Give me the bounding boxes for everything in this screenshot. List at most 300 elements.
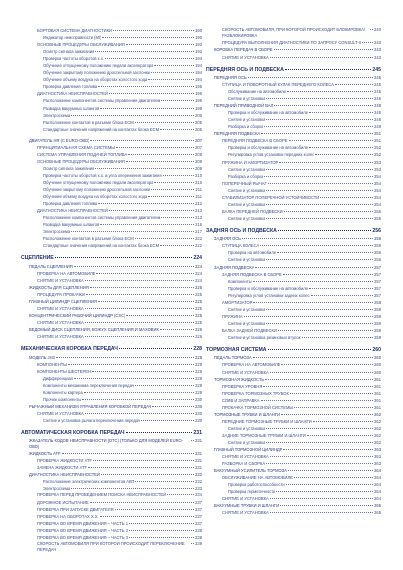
- toc-page-number: 230: [195, 411, 202, 417]
- toc-entry: [21, 193, 202, 200]
- toc-entry: [21, 263, 202, 270]
- toc-page-number: 229: [195, 375, 202, 381]
- toc-entry-title: ГЛАВНЫЙ ЦИЛИНДР СЦЕПЛЕНИЯ: [29, 299, 97, 305]
- toc-page-number: 194: [195, 70, 202, 76]
- toc-leader-dots: [92, 371, 194, 372]
- toc-entry: [206, 151, 381, 158]
- toc-page-number: 255: [374, 208, 381, 214]
- toc-page-number: 261: [374, 404, 381, 410]
- toc-leader-dots: [154, 182, 194, 183]
- toc-entry-title: Разборка и сборка: [228, 173, 264, 179]
- toc-entry-title: Разборка и сборка: [228, 124, 264, 130]
- toc-leader-dots: [113, 30, 194, 31]
- toc-entry-title: КОМПОНЕНТЫ: [37, 361, 67, 367]
- toc-page-number: 224: [195, 277, 202, 283]
- toc-page-number: 225: [195, 313, 202, 319]
- toc-entry: [21, 389, 202, 396]
- toc-entry-title: Компоненты механизма переключения передач: [43, 382, 134, 388]
- toc-entry-title: СНЯТИЕ И УСТАНОВКА: [222, 369, 269, 375]
- toc-entry: [21, 354, 202, 361]
- toc-entry: [21, 48, 202, 55]
- toc-leader-dots: [82, 399, 194, 400]
- toc-page-number: 261: [374, 397, 381, 403]
- toc-leader-dots: [270, 456, 373, 457]
- toc-entry-title: ПРОВЕРКА УРОВНЯ: [222, 383, 263, 389]
- toc-entry: [206, 235, 381, 242]
- toc-entry: [21, 69, 202, 76]
- toc-page-number: 234: [195, 492, 202, 498]
- toc-leader-dots: [90, 140, 194, 141]
- toc-leader-dots: [85, 280, 194, 281]
- toc-page-number: 243: [374, 54, 381, 60]
- toc-leader-dots: [253, 302, 373, 303]
- toc-leader-dots: [141, 420, 194, 421]
- toc-entry-title: ТОРМОЗНЫЕ ТРУБКИ И ШЛАНГИ: [214, 411, 280, 417]
- toc-page-number: 207: [195, 137, 202, 143]
- toc-entry: [21, 270, 202, 277]
- toc-leader-dots: [109, 93, 194, 94]
- toc-entry-title: Обучение отпущенному положению педали акселератора: [43, 179, 154, 185]
- toc-page-number: 262: [374, 418, 381, 424]
- toc-entry: [21, 457, 202, 464]
- toc-entry: [206, 299, 381, 306]
- toc-leader-dots: [135, 481, 194, 482]
- toc-entry-title: ДИАГНОСТИКА НЕИСПРАВНОСТЕЙ: [29, 472, 100, 478]
- toc-leader-dots: [362, 42, 373, 43]
- toc-entry-title: СКОРОСТЬ АВТОМОБИЛЯ, ПРИ КОТОРОЙ ПРОИСХОДИТ БЛОКИРОВКА/ РАЗБЛОКИРОВКА: [222, 27, 366, 39]
- toc-entry: [21, 41, 202, 48]
- toc-entry: [21, 158, 202, 165]
- toc-entry: [21, 319, 202, 326]
- toc-leader-dots: [260, 245, 373, 246]
- toc-column-left: [21, 27, 202, 553]
- toc-entry: [206, 432, 381, 439]
- toc-entry: [21, 534, 202, 541]
- toc-page-number: 262: [374, 439, 381, 445]
- toc-entry: [21, 305, 202, 312]
- toc-entry-title: ЗАДНЯЯ ПОДВЕСКА: [214, 264, 255, 270]
- toc-entry-title: Электросхема: [43, 112, 71, 118]
- toc-leader-dots: [268, 183, 373, 184]
- toc-leader-dots: [290, 393, 373, 394]
- toc-entry: [206, 271, 381, 278]
- toc-page-number: 231: [195, 437, 202, 443]
- toc-entry: [206, 390, 381, 397]
- toc-entry: [21, 291, 202, 298]
- toc-entry: [21, 62, 202, 69]
- toc-page-number: 256: [374, 257, 381, 263]
- toc-entry-title: Разводка вакуумных шлангов: [43, 222, 100, 228]
- toc-entry-title: Обслуживание на автомобиле: [228, 89, 286, 95]
- toc-entry: [206, 495, 381, 502]
- toc-entry-title: Снятие и установка: [228, 439, 266, 445]
- toc-page-number: 263: [374, 461, 381, 467]
- toc-leader-dots: [95, 168, 194, 169]
- toc-page-number: 260: [374, 369, 381, 375]
- toc-page-number: 260: [374, 362, 381, 368]
- toc-entry: [21, 27, 202, 34]
- toc-entry: [206, 54, 381, 61]
- toc-page-number: 237: [195, 513, 202, 519]
- toc-page-number: 260: [374, 355, 381, 361]
- toc-page-number: 228: [195, 354, 202, 360]
- toc-leader-dots: [266, 428, 373, 429]
- toc-entry: [21, 471, 202, 478]
- toc-leader-dots: [248, 77, 373, 78]
- toc-leader-dots: [266, 259, 373, 260]
- toc-page-number: 256: [374, 243, 381, 249]
- toc-page-number: 263: [374, 454, 381, 460]
- toc-entry: [206, 173, 381, 180]
- toc-leader-dots: [126, 315, 194, 316]
- toc-entry-title: Снятие и установка: [228, 306, 266, 312]
- toc-leader-dots: [276, 491, 373, 492]
- toc-entry-title: Стандартные значения напряжений на контактах блока ECM: [43, 126, 160, 132]
- toc-entry: [206, 334, 381, 341]
- toc-page-number: 211: [195, 194, 202, 200]
- toc-entry: [21, 438, 202, 450]
- toc-page-number: 209: [195, 165, 202, 171]
- toc-entry-title: БАЛКА ПЕРЕДНЕЙ ПОДВЕСКИ: [222, 208, 283, 214]
- toc-entry-title: СКОРОСТЬ АВТОМОБИЛЯ ПРИ КОТОРОЙ ПРОИСХОДИТ ПЕРЕКЛЮЧЕНИЕ ПЕРЕДАЧ: [37, 540, 185, 552]
- toc-page-number: 228: [193, 346, 202, 353]
- toc-entry: [206, 467, 381, 474]
- toc-entry-title: Проверка давления топлива: [43, 84, 98, 90]
- toc-leader-dots: [116, 147, 194, 148]
- toc-entry-title: ПРОВЕРКА ПРИ ЗАПУСКЕ ДВИГАТЕЛЯ: [37, 506, 114, 512]
- toc-entry-title: СНЯТИЕ И УСТАНОВКА: [37, 306, 84, 312]
- toc-leader-dots: [265, 379, 373, 380]
- toc-entry: [206, 264, 381, 271]
- toc-page-number: 253: [374, 159, 381, 165]
- toc-page-number: 190: [195, 35, 202, 41]
- toc-page-number: 240: [374, 40, 381, 46]
- toc-entry-title: Снятие и установка рычага переключения передач: [43, 418, 141, 424]
- toc-leader-dots: [285, 69, 372, 70]
- toc-page-number: 254: [374, 201, 381, 207]
- toc-leader-dots: [370, 29, 373, 30]
- toc-entry-title: Снятие и установка: [228, 215, 266, 221]
- toc-leader-dots: [266, 204, 373, 205]
- toc-page-number: 248: [374, 110, 381, 116]
- toc-leader-dots: [287, 91, 373, 92]
- toc-entry-title: БАЛКА ЗАДНЕЙ ПОДВЕСКИ: [222, 327, 277, 333]
- toc-entry-title: ВЕДОМЫЙ ДИСК СЦЕПЛЕНИЯ, КОЖУХ СЦЕПЛЕНИЯ И МАХОВИК: [29, 327, 159, 333]
- toc-page-number: 224: [195, 270, 202, 276]
- toc-entry-title: ПОПЕРЕЧНЫЙ РЫЧАГ: [222, 180, 267, 186]
- toc-page-number: 209: [195, 158, 202, 164]
- toc-entry: [21, 284, 202, 291]
- toc-entry-title: Проверка частоты оборотов х.х.: [43, 56, 105, 62]
- toc-entry-title: ПЕРЕДНИЕ ТОРМОЗНЫЕ ТРУБКИ И ШЛАНГИ: [222, 418, 312, 424]
- toc-section-heading: [206, 66, 381, 74]
- toc-entry-title: Осмотр сигнала зажигания: [43, 49, 95, 55]
- toc-entry-title: Проверка герметичности: [228, 489, 276, 495]
- toc-page-number: 264: [374, 496, 381, 502]
- toc-entry-title: ПРУЖИНА И АМОРТИЗАТОР: [222, 159, 279, 165]
- toc-page-number: 264: [374, 489, 381, 495]
- toc-page-number: 232: [195, 479, 202, 485]
- toc-entry: [21, 172, 202, 179]
- toc-entry-title: Обучение отпущенному положению педали акселератора: [43, 63, 154, 69]
- toc-leader-dots: [244, 316, 374, 317]
- toc-page-number: 265: [374, 503, 381, 509]
- toc-entry-title: СЦЕПЛЕНИЕ: [21, 255, 54, 262]
- toc-entry: [206, 39, 381, 46]
- toc-leader-dots: [270, 512, 373, 513]
- toc-page-number: 254: [374, 180, 381, 186]
- toc-entry-title: МЕХАНИЧЕСКАЯ КОРОБКА ПЕРЕДАЧ: [21, 346, 118, 353]
- toc-leader-dots: [84, 392, 194, 393]
- toc-page-number: 200: [195, 112, 202, 118]
- toc-entry-title: ДОРОЖНОЕ ИСПЫТАНИЕ: [37, 499, 89, 505]
- toc-section-heading: [21, 254, 202, 262]
- toc-entry-title: СНЯТИЕ И УСТАНОВКА: [222, 454, 269, 460]
- toc-entry: [21, 112, 202, 119]
- toc-entry: [21, 520, 202, 527]
- toc-entry: [206, 439, 381, 446]
- toc-entry: [21, 464, 202, 471]
- toc-page-number: 225: [195, 292, 202, 298]
- toc-page-number: 230: [195, 404, 202, 410]
- toc-page-number: 264: [374, 468, 381, 474]
- toc-page-number: 196: [195, 98, 202, 104]
- toc-page-number: 225: [195, 320, 202, 326]
- toc-leader-dots: [283, 274, 373, 275]
- toc-leader-dots: [129, 523, 194, 524]
- toc-page-number: 252: [374, 145, 381, 151]
- toc-entry-title: СТУПИЦА И ПОВОРОТНЫЙ КУЛАК ПЕРЕДНЕГО КОЛЕСА: [222, 81, 334, 87]
- toc-page-number: 251: [374, 131, 381, 137]
- toc-page-number: 248: [374, 103, 381, 109]
- toc-leader-dots: [96, 273, 194, 274]
- toc-entry-title: ПРОВЕРКА НА АВТОМОБИЛЕ: [37, 270, 96, 276]
- toc-entry-title: Регулировка углов установки задних колес: [228, 292, 310, 298]
- toc-entry-title: ЗАДНЯЯ ОСЬ И ПОДВЕСКА: [206, 227, 277, 234]
- toc-entry: [21, 333, 202, 340]
- toc-page-number: 245: [374, 74, 381, 80]
- toc-entry-title: ВАКУУМНЫЕ ТРУБКИ И ШЛАНГИ: [214, 503, 280, 509]
- toc-leader-dots: [270, 372, 373, 373]
- toc-page-number: 195: [195, 84, 202, 90]
- toc-leader-dots: [274, 49, 374, 50]
- toc-leader-dots: [266, 169, 373, 170]
- toc-entry-title: ДИАГНОСТИКА НЕИСПРАВНОСТЕЙ: [37, 208, 108, 214]
- toc-entry: [21, 298, 202, 305]
- toc-leader-dots: [160, 129, 194, 130]
- toc-leader-dots: [270, 57, 373, 58]
- toc-entry: [206, 460, 381, 467]
- toc-leader-dots: [266, 190, 373, 191]
- toc-entry-title: Осмотр сигнала зажигания: [43, 165, 95, 171]
- toc-leader-dots: [93, 460, 194, 461]
- toc-leader-dots: [266, 309, 373, 310]
- toc-entry-title: ПРОВЕРКА ЖИДКОСТИ ATF: [37, 458, 93, 464]
- toc-section-heading: [21, 345, 202, 353]
- toc-leader-dots: [74, 266, 194, 267]
- toc-entry: [206, 242, 381, 249]
- toc-leader-dots: [85, 308, 194, 309]
- toc-entry-title: Проверка на автомобиле: [228, 250, 277, 256]
- toc-entry-title: СТАБИЛИЗАТОР ПОПЕРЕЧНОЙ УСТОЙЧИВОСТИ: [222, 194, 320, 200]
- toc-page-number: 211: [195, 187, 202, 193]
- toc-leader-dots: [129, 530, 194, 531]
- toc-page-number: 231: [195, 458, 202, 464]
- toc-page-number: 262: [374, 425, 381, 431]
- toc-page-number: 240: [374, 27, 381, 32]
- toc-page-number: 230: [195, 418, 202, 424]
- toc-entry: [206, 256, 381, 263]
- toc-leader-dots: [315, 154, 373, 155]
- toc-page-number: 210: [195, 179, 202, 185]
- toc-leader-dots: [154, 65, 194, 66]
- toc-leader-dots: [126, 432, 193, 433]
- toc-entry-title: СНЯТИЕ И УСТАНОВКА: [37, 334, 84, 340]
- toc-entry: [206, 208, 381, 215]
- toc-entry: [206, 46, 381, 53]
- toc-entry-title: Проверка работоспособности: [228, 482, 285, 488]
- toc-entry-title: ОСНОВНЫЕ ПРОЦЕДУРЫ ОБСЛУЖИВАНИЯ: [37, 42, 125, 48]
- toc-leader-dots: [191, 543, 194, 544]
- toc-entry-title: СНЯТИЕ И УСТАНОВКА: [37, 320, 84, 326]
- toc-entry: [206, 361, 381, 368]
- toc-entry: [206, 109, 381, 116]
- toc-leader-dots: [98, 203, 194, 204]
- toc-entry: [21, 368, 202, 375]
- toc-entry: [206, 130, 381, 137]
- toc-entry: [21, 105, 202, 112]
- toc-page-number: 217: [195, 229, 202, 235]
- toc-leader-dots: [135, 385, 194, 386]
- toc-entry: [21, 277, 202, 284]
- toc-entry: [21, 417, 202, 424]
- toc-leader-dots: [100, 516, 195, 517]
- toc-page-number: 194: [195, 77, 202, 83]
- toc-leader-dots: [151, 72, 194, 73]
- toc-page-number: 228: [195, 361, 202, 367]
- toc-entry: [206, 180, 381, 187]
- toc-leader-dots: [309, 288, 373, 289]
- toc-entry-title: Дифференциал: [43, 375, 74, 381]
- toc-entry: [206, 292, 381, 299]
- toc-leader-dots: [126, 161, 194, 162]
- toc-page-number: 208: [195, 151, 202, 157]
- toc-entry: [206, 159, 381, 166]
- toc-leader-dots: [264, 176, 373, 177]
- toc-leader-dots: [74, 378, 194, 379]
- toc-entry: [206, 144, 381, 151]
- toc-page-number: 231: [195, 451, 202, 457]
- toc-entry-title: ПЕДАЛЬ ТОРМОЗА: [214, 355, 252, 361]
- toc-leader-dots: [302, 337, 374, 338]
- toc-entry: [206, 88, 381, 95]
- toc-leader-dots: [161, 217, 194, 218]
- toc-entry: [21, 410, 202, 417]
- toc-entry-title: Электросхема: [43, 229, 71, 235]
- toc-leader-dots: [100, 108, 194, 109]
- toc-entry: [206, 369, 381, 376]
- toc-entry: [206, 116, 381, 123]
- toc-leader-dots: [279, 162, 373, 163]
- toc-entry: [206, 95, 381, 102]
- toc-page-number: 249: [374, 124, 381, 130]
- toc-entry: [21, 326, 202, 333]
- toc-entry: [206, 201, 381, 208]
- toc-entry-title: Проверка и обслуживание на автомобиле: [228, 285, 308, 291]
- toc-entry-title: СНЯТИЕ И УСТАНОВКА: [222, 496, 269, 502]
- toc-page-number: 226: [195, 334, 202, 340]
- toc-page-number: 196: [195, 91, 202, 97]
- toc-page-number: 257: [374, 292, 381, 298]
- toc-leader-dots: [264, 126, 373, 127]
- toc-page-number: 258: [374, 299, 381, 305]
- toc-leader-dots: [281, 414, 373, 415]
- toc-entry-title: ПРОЦЕДУРА ПРОКАЧКИ: [37, 292, 85, 298]
- toc-entry-title: АМОРТИЗАТОР: [222, 299, 253, 305]
- toc-entry-title: Снятие и установка: [228, 117, 266, 123]
- toc-leader-dots: [313, 421, 374, 422]
- toc-leader-dots: [163, 175, 194, 176]
- toc-leader-dots: [281, 364, 373, 365]
- toc-entry: [21, 375, 202, 382]
- toc-page-number: 262: [374, 411, 381, 417]
- toc-entry-title: Компоненты: [228, 278, 252, 284]
- toc-column-right: [206, 27, 381, 516]
- toc-entry-title: ПЕРЕДНЯЯ ОСЬ И ПОДВЕСКА: [206, 66, 284, 73]
- toc-entry-title: ПРОВЕРКА НА ОБОРОТАХ Х.Х.: [37, 513, 99, 519]
- toc-page-number: 243: [374, 47, 381, 53]
- toc-entry-title: АВТОМАТИЧЕСКАЯ КОРОБКА ПЕРЕДАЧ: [21, 430, 125, 437]
- toc-entry: [206, 453, 381, 460]
- toc-entry-title: ПРОВЕРКА ПЕРЕД ПРОВЕДЕНИЕМ ПОИСКА НЕИСПРАВНОСТЕЙ: [37, 492, 167, 498]
- toc-leader-dots: [309, 147, 373, 148]
- toc-page-number: 246: [374, 96, 381, 102]
- toc-entry: [21, 83, 202, 90]
- toc-leader-dots: [100, 224, 194, 225]
- toc-entry-title: КОМПОНЕНТЫ ШЕСТЕРЕН: [37, 368, 91, 374]
- toc-page-number: 210: [195, 172, 202, 178]
- toc-entry: [206, 137, 381, 144]
- toc-leader-dots: [284, 211, 374, 212]
- toc-leader-dots: [320, 197, 373, 198]
- toc-entry: [206, 306, 381, 313]
- toc-page-number: 199: [195, 105, 202, 111]
- toc-section-heading: [21, 429, 202, 437]
- toc-entry: [21, 137, 202, 144]
- toc-page-number: 251: [374, 138, 381, 144]
- toc-page-number: 205: [195, 119, 202, 125]
- toc-entry-title: СНЯТИЕ И УСТАНОВКА: [37, 277, 84, 283]
- toc-entry: [206, 81, 381, 88]
- toc-page-number: 262: [374, 432, 381, 438]
- toc-leader-dots: [266, 442, 373, 443]
- toc-section-heading: [206, 346, 381, 354]
- toc-page-number: 261: [374, 383, 381, 389]
- toc-page-number: 253: [374, 166, 381, 172]
- toc-leader-dots: [255, 267, 373, 268]
- toc-leader-dots: [278, 330, 373, 331]
- toc-leader-dots: [311, 295, 374, 296]
- toc-entry: [21, 382, 202, 389]
- toc-entry: [206, 327, 381, 334]
- toc-entry: [206, 411, 381, 418]
- toc-entry: [206, 320, 381, 327]
- toc-entry-title: ПЕРЕДНЯЯ ПОДВЕСКА В СБОРЕ: [222, 138, 288, 144]
- toc-entry-title: Обучение объему воздуха на оборотах холостого хода: [43, 77, 148, 83]
- toc-entry: [21, 403, 202, 410]
- toc-entry: [21, 165, 202, 172]
- toc-entry-title: БОРТОВАЯ СИСТЕМА ДИАГНОСТИКИ: [37, 28, 112, 33]
